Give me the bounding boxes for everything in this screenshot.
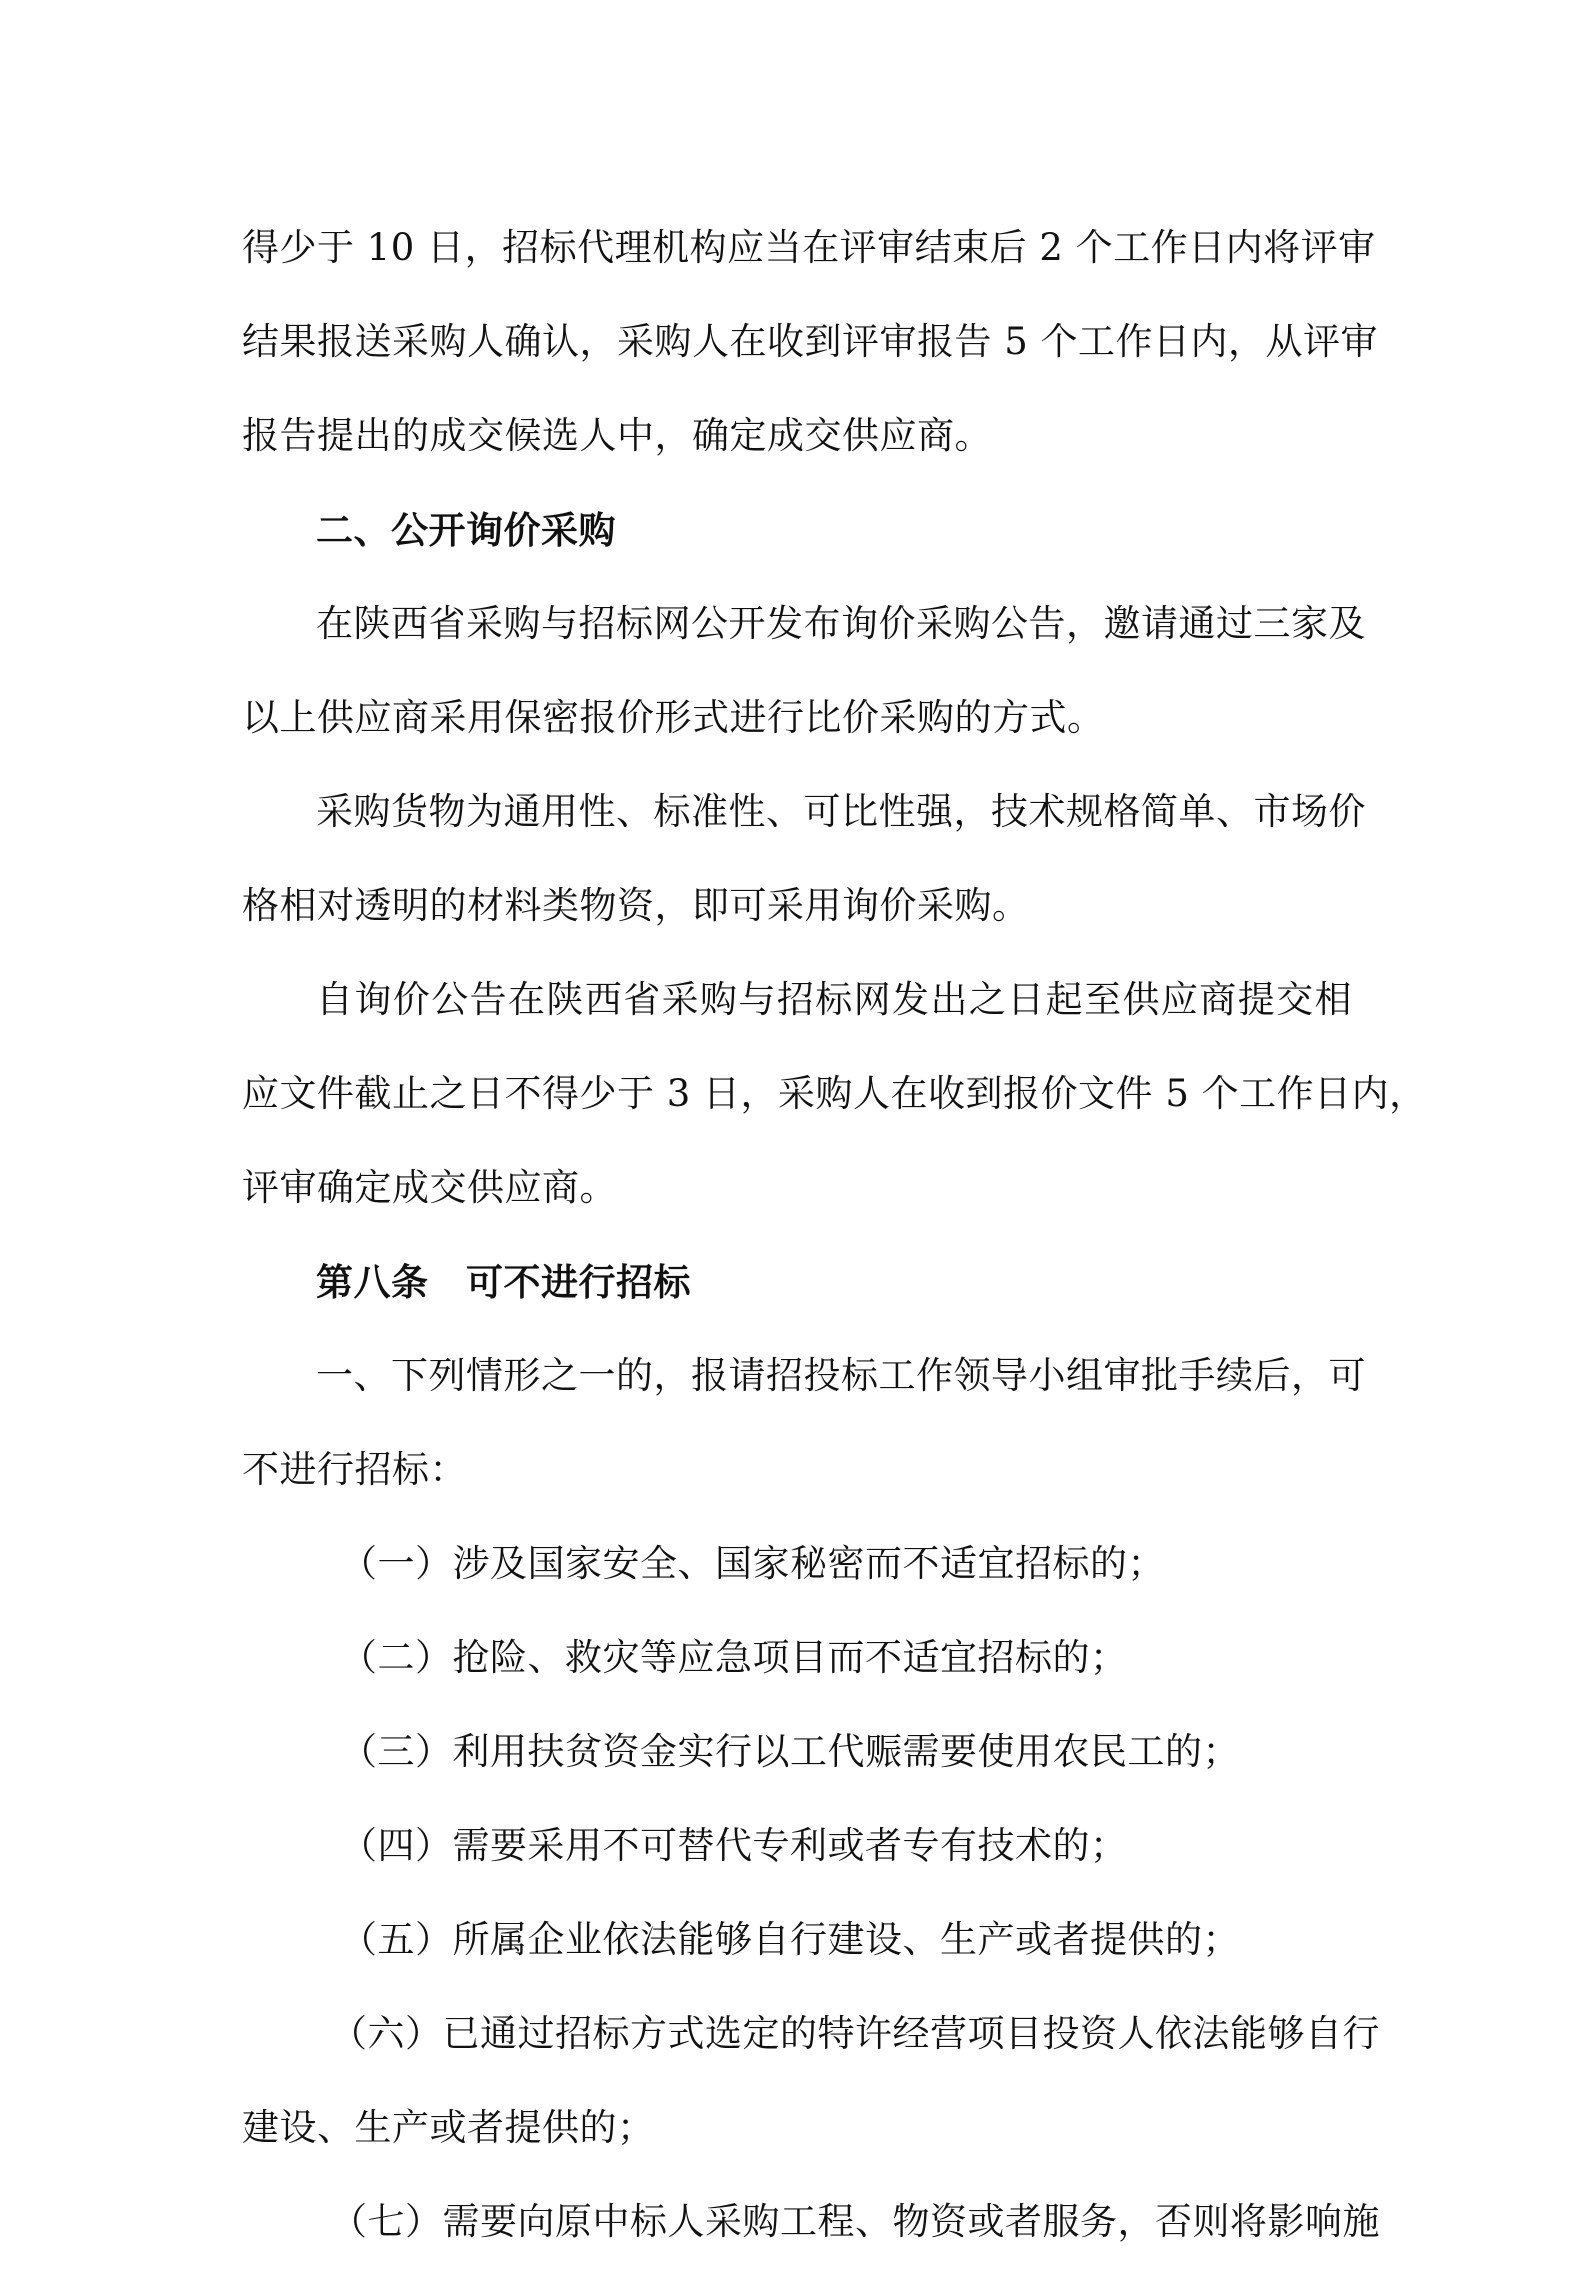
- paragraph-line: 格相对透明的材料类物资，即可采用询价采购。: [242, 884, 1030, 927]
- paragraph-line: 一、下列情形之一的，报请招投标工作领导小组审批手续后，可: [316, 1354, 1366, 1397]
- list-item: （三）利用扶贫资金实行以工代赈需要使用农民工的；: [340, 1730, 1240, 1773]
- paragraph-line: 应文件截止之日不得少于 3 日，采购人在收到报价文件 5 个工作日内，: [242, 1072, 1427, 1115]
- paragraph-line: 以上供应商采用保密报价形式进行比价采购的方式。: [242, 696, 1105, 739]
- list-item: （一）涉及国家安全、国家秘密而不适宜招标的；: [340, 1542, 1165, 1585]
- paragraph-line: 报告提出的成交候选人中，确定成交供应商。: [242, 414, 992, 457]
- section-heading: 二、公开询价采购: [316, 508, 616, 552]
- list-item: （四）需要采用不可替代专利或者专有技术的；: [340, 1824, 1128, 1867]
- paragraph-line: 结果报送采购人确认，采购人在收到评审报告 5 个工作日内，从评审: [242, 320, 1379, 363]
- document-body: [242, 201, 1427, 2269]
- paragraph-line: 自询价公告在陕西省采购与招标网发出之日起至供应商提交相: [316, 978, 1352, 1021]
- paragraph-line: 得少于 10 日，招标代理机构应当在评审结束后 2 个工作日内将评审: [242, 226, 1376, 269]
- paragraph-line: 评审确定成交供应商。: [242, 1166, 617, 1209]
- paragraph-line: 在陕西省采购与招标网公开发布询价采购公告，邀请通过三家及: [316, 602, 1366, 645]
- paragraph-line: 不进行招标：: [242, 1448, 467, 1491]
- list-item: （七）需要向原中标人采购工程、物资或者服务，否则将影响施: [330, 2200, 1380, 2243]
- list-item-continuation: 建设、生产或者提供的；: [242, 2106, 655, 2149]
- list-item: （二）抢险、救灾等应急项目而不适宜招标的；: [340, 1636, 1128, 1679]
- list-item: （五）所属企业依法能够自行建设、生产或者提供的；: [340, 1918, 1240, 1961]
- list-item: （六）已通过招标方式选定的特许经营项目投资人依法能够自行: [330, 2012, 1380, 2055]
- paragraph-line: 采购货物为通用性、标准性、可比性强，技术规格简单、市场价: [316, 790, 1366, 833]
- article-heading: 第八条 可不进行招标: [316, 1260, 691, 1304]
